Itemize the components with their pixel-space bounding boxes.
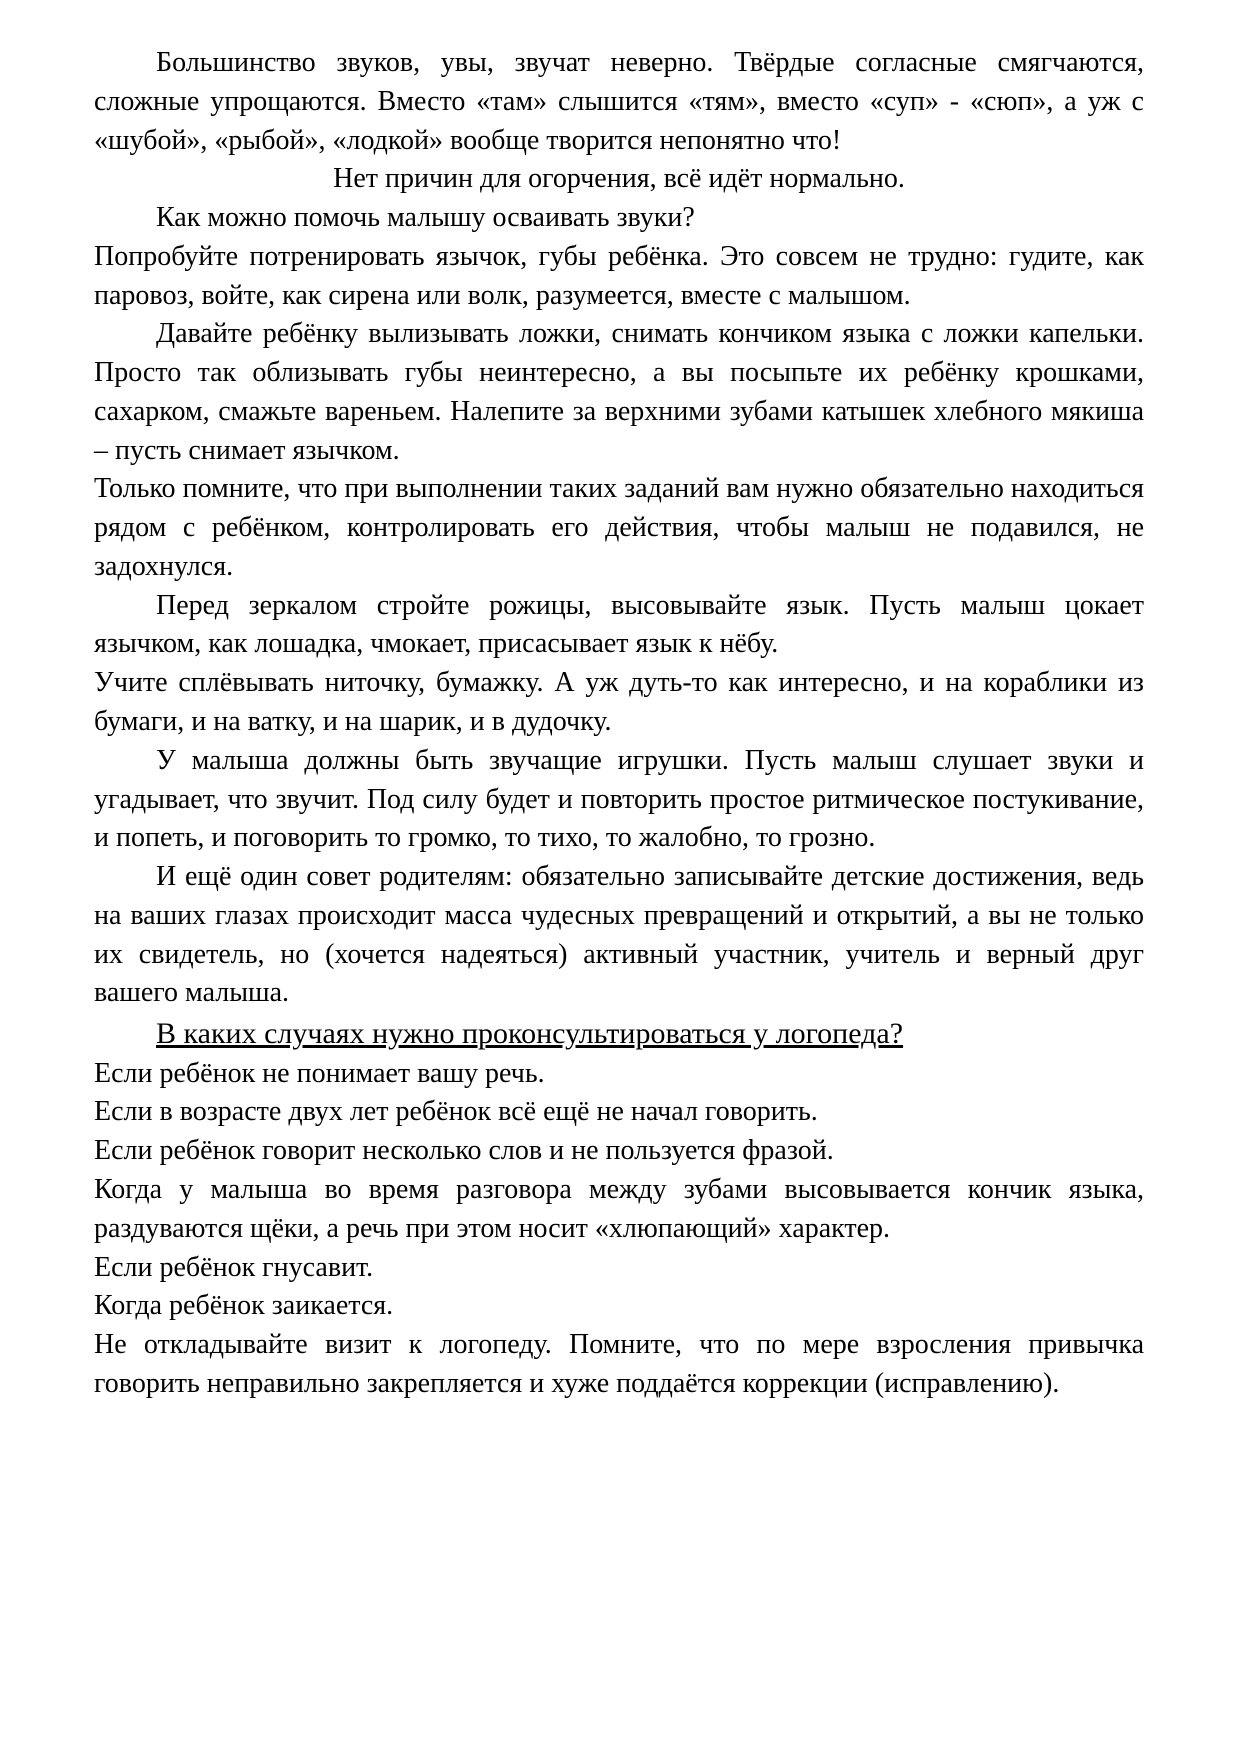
list-item-not-talking-by-two: Если в возрасте двух лет ребёнок всё ещё не начал говорить. [94, 1096, 818, 1128]
paragraph-safety-note: Только помните, что при выполнении таких заданий вам нужно обязательно находиться рядом с ребёнком, контролировать его действия, чтобы малыш не подавился, не задохнулся. [94, 473, 1144, 582]
list-item-stutters: Когда ребёнок заикается. [94, 1290, 394, 1322]
paragraph-train-tongue: Попробуйте потренировать язычок, губы ребёнка. Это совсем не трудно: гудите, как паровоз, войте, как сирена или волк, разумеется, вместе с малышом. [94, 240, 1144, 311]
paragraph-mirror-faces: Перед зеркалом стройте рожицы, высовывайте язык. Пусть малыш цокает язычком, как лошадка, чмокает, присасывает язык к нёбу. [94, 589, 1144, 660]
paragraph-spit-thread: Учите сплёвывать ниточку, бумажку. А уж дуть-то как интересно, и на кораблики из бумаги, и на ватку, и на шарик, и в дудочку. [94, 667, 1144, 738]
paragraph-dont-delay-visit: Не откладывайте визит к логопеду. Помните, что по мере взросления привычка говорить неправильно закрепляется и хуже поддаётся коррекции (исправлению). [94, 1329, 1144, 1399]
emphasis-line-no-worry: Нет причин для огорчения, всё идёт нормально. [333, 163, 905, 195]
list-item-nasal-voice: Если ребёнок гнусавит. [94, 1251, 374, 1283]
paragraph-sound-toys: У малыша должны быть звучащие игрушки. Пусть малыш слушает звуки и угадывает, что звучит. Под силу будет и повторить простое ритмическое постукивание, и попеть, и поговорить то громко, то тихо, то жалобно, то грозно. [94, 744, 1144, 854]
list-item-few-words: Если ребёнок говорит несколько слов и не пользуется фразой. [94, 1135, 834, 1167]
paragraph-how-to-help: Как можно помочь малышу осваивать звуки? [156, 202, 695, 234]
paragraph-sounds-wrong: Большинство звуков, увы, звучат неверно. Твёрдые согласные смягчаются, сложные упрощаются. Вместо «там» слышится «тям», вместо «суп» - «сюп», а уж с «шубой», «рыбой», «лодкой» вообще творится непонятно что! [94, 47, 1144, 156]
paragraph-advice-parents: И ещё один совет родителям: обязательно записывайте детские достижения, ведь на ваших глазах происходит масса чудесных превращений и открытий, а вы не только их свидетель, но (хочется надеяться) активный участник, учитель и верный друг вашего малыша. [94, 861, 1144, 1009]
list-item-tongue-between-teeth: Когда у малыша во время разговора между зубами высовывается кончик языка, раздуваются щёки, а речь при этом носит «хлюпающий» характер. [94, 1173, 1144, 1244]
paragraph-lick-spoons: Давайте ребёнку вылизывать ложки, снимать кончиком языка с ложки капельки. Просто так облизывать губы неинтересно, а вы посыпьте их ребёнку крошками, сахарком, смажьте вареньем. Налепите за верхними зубами катышек хлебного мякиша – пусть снимает язычком. [94, 318, 1144, 466]
section-heading-speech-therapist: В каких случаях нужно проконсультироваться у логопеда? [156, 1017, 904, 1051]
list-item-doesnt-understand: Если ребёнок не понимает вашу речь. [94, 1057, 545, 1089]
